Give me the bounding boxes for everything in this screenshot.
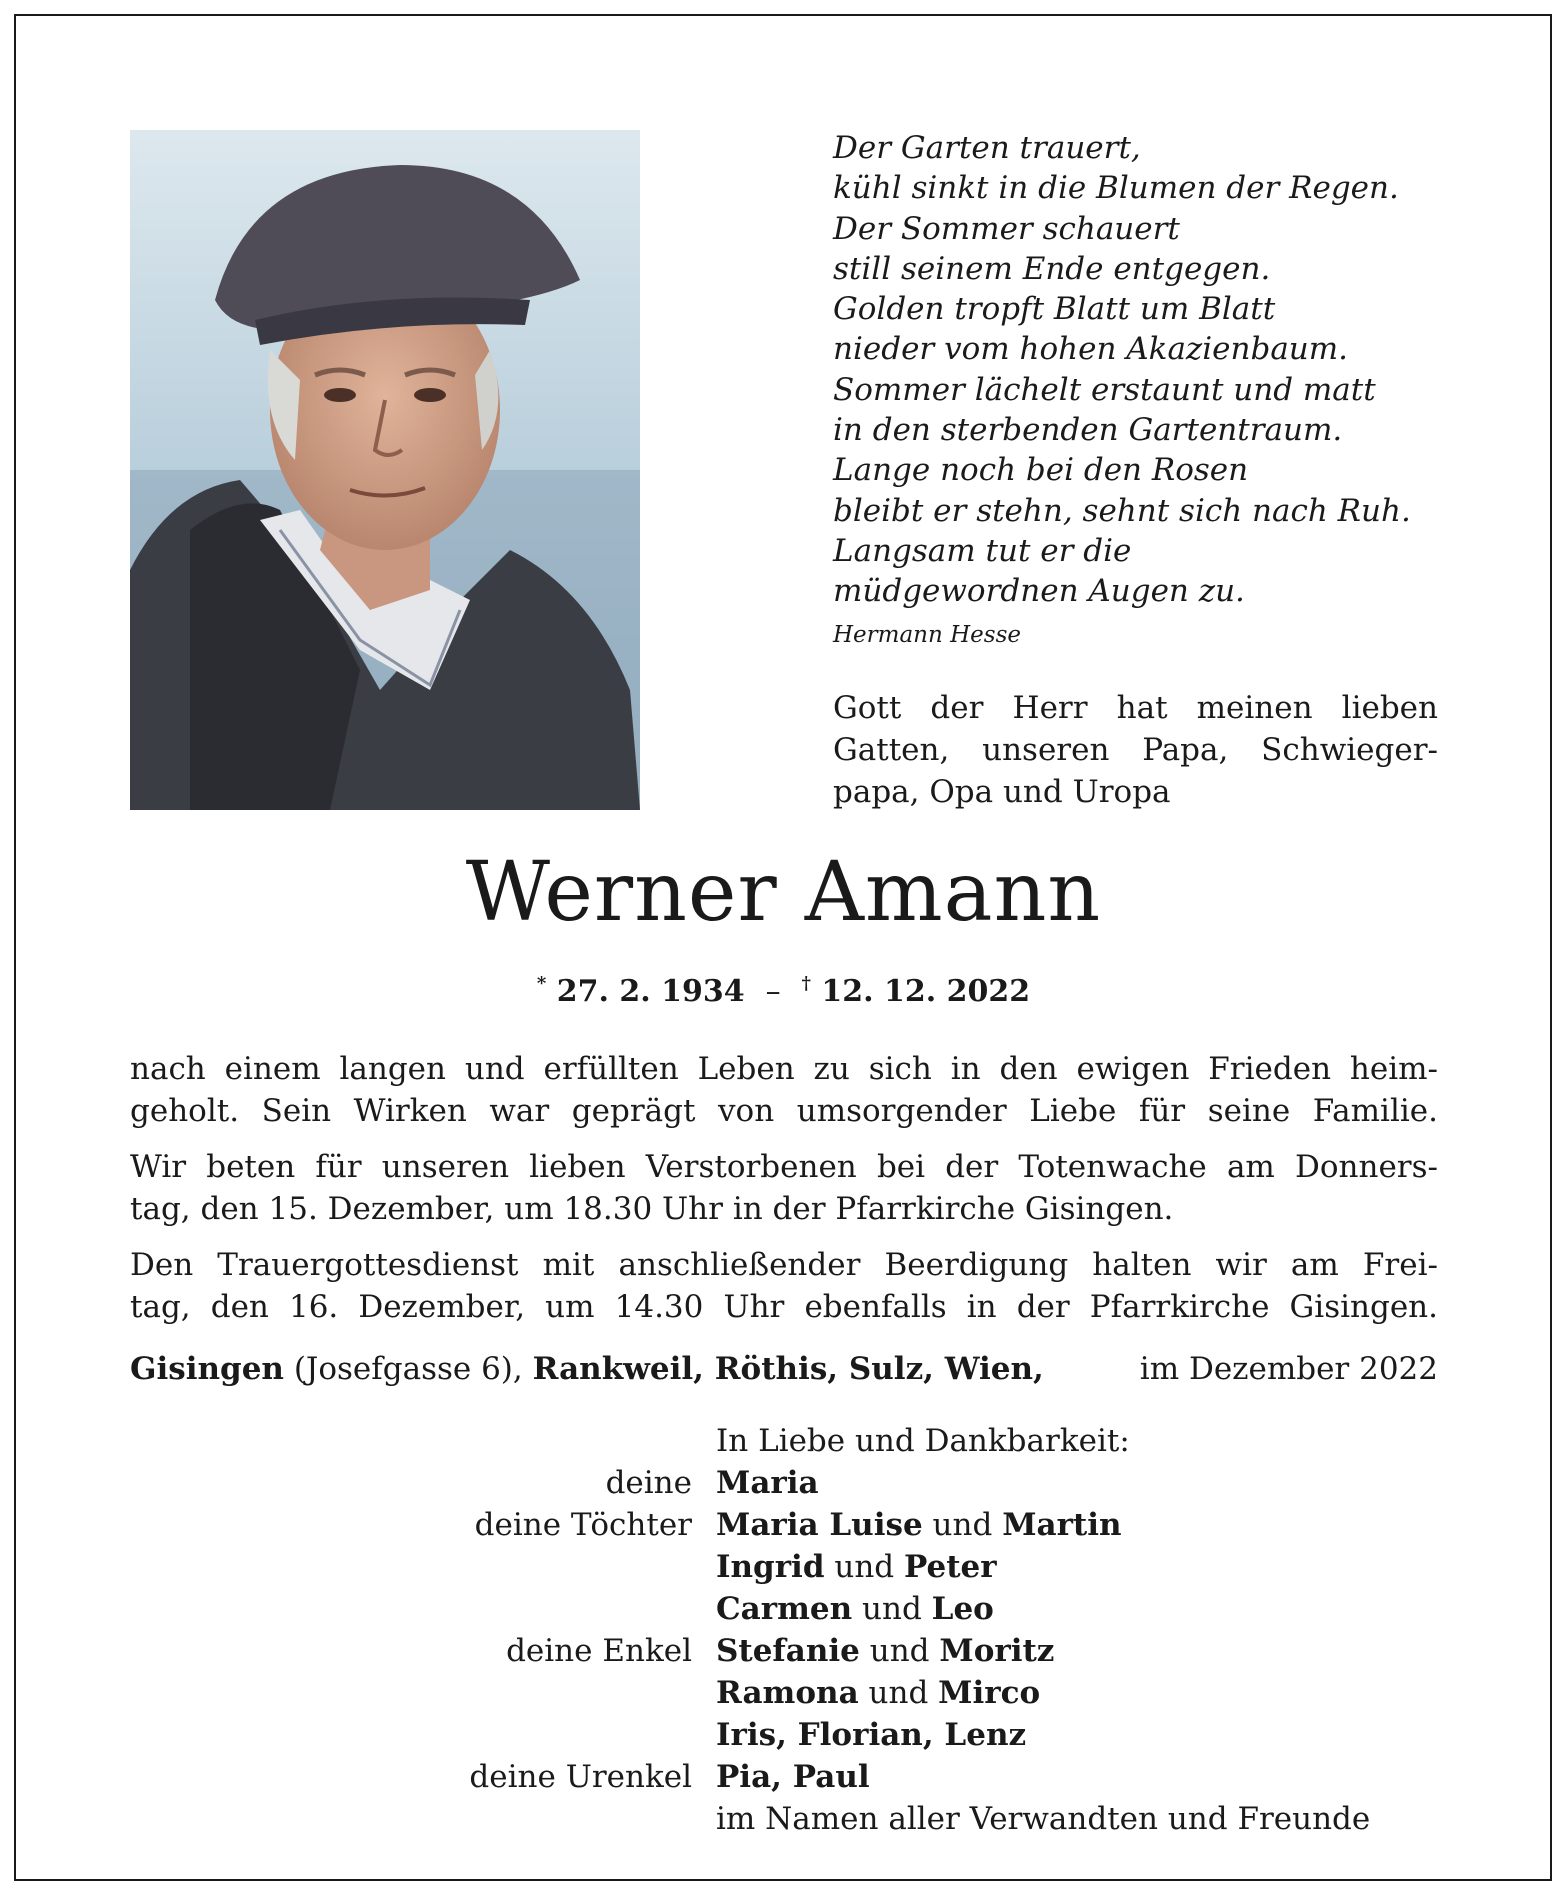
family-row [130,1546,1438,1588]
place-town: Gisingen [130,1351,284,1387]
poem-line: Sommer lächelt erstaunt und matt [833,371,1376,408]
family-rows [130,1462,1438,1798]
family-name: Carmen [716,1591,853,1627]
poem-line: nieder vom hohen Akazienbaum. [833,331,1349,368]
family-row [130,1588,1438,1630]
family-names [716,1462,819,1504]
poem-line: in den sterbenden Gartentraum. [833,412,1343,449]
life-dates [0,973,1567,1009]
poem-line: kühl sinkt in die Blumen der Regen. [833,170,1399,207]
family-name: Moritz [939,1633,1055,1669]
family-row [130,1462,1438,1504]
family-name: Mirco [938,1675,1041,1711]
portrait-illustration [130,130,640,810]
body-line: tag, den 16. Dezember, um 14.30 Uhr ebenfalls in der Pfarrkirche Gisingen. [130,1289,1438,1325]
birth-mark: * [536,973,547,994]
intro-line: papa, Opa und Uropa [833,774,1171,810]
paragraph-passing [130,1048,1438,1132]
family-row [130,1504,1438,1546]
family-names [716,1714,1026,1756]
family-connector: und [869,1633,930,1669]
family-names [716,1630,1054,1672]
family-name: Stefanie [716,1633,860,1669]
body-line: nach einem langen und erfüllten Leben zu sich in den ewigen Frieden heim- [130,1051,1438,1087]
family-role: deine Urenkel [469,1759,692,1795]
family-signature [130,1420,1438,1840]
family-name: Maria [716,1465,819,1501]
body-line: Den Trauergottesdienst mit anschließender Beerdigung halten wir am Frei- [130,1247,1438,1283]
poem-line: still seinem Ende entgegen. [833,250,1271,287]
family-row [130,1714,1438,1756]
intro-line: Gott der Herr hat meinen lieben [833,690,1438,726]
family-role: deine [605,1465,692,1501]
place-date: im Dezember 2022 [1139,1351,1438,1387]
family-names [716,1546,997,1588]
family-names [716,1588,994,1630]
place-address: (Josefgasse 6), [293,1351,523,1387]
intro-text [833,687,1438,813]
poem [833,128,1473,612]
family-connector: und [862,1591,922,1627]
deceased-name: Werner Amann [465,845,1102,940]
poem-line: müdgewordnen Augen zu. [833,573,1245,610]
family-connector: und [932,1507,993,1543]
family-role [130,1672,692,1714]
death-mark: † [801,973,811,994]
family-name: Ingrid [716,1549,825,1585]
poem-line: Der Sommer schauert [833,210,1180,247]
family-name: Martin [1002,1507,1122,1543]
body-line: geholt. Sein Wirken war geprägt von umsorgender Liebe für seine Familie. [130,1093,1438,1129]
poem-author: Hermann Hesse [833,622,1022,648]
intro-line: Gatten, unseren Papa, Schwieger- [833,732,1438,768]
family-role: deine Enkel [506,1633,692,1669]
body-line: tag, den 15. Dezember, um 18.30 Uhr in der Pfarrkirche Gisingen. [130,1191,1174,1227]
poem-line: Langsam tut er die [833,532,1132,569]
place-towns: Rankweil, Röthis, Sulz, Wien, [532,1351,1044,1387]
family-name: Maria Luise [716,1507,923,1543]
portrait-photo [130,130,640,810]
family-name: Peter [904,1549,997,1585]
body-text [130,1048,1438,1342]
place-line [130,1348,1438,1390]
family-footer: im Namen aller Verwandten und Freunde [716,1801,1371,1837]
poem-line: Lange noch bei den Rosen [833,452,1249,489]
family-name: Pia, Paul [716,1759,870,1795]
family-connector: und [834,1549,895,1585]
family-role [130,1714,692,1756]
poem-line: Der Garten trauert, [833,130,1141,166]
family-role [130,1546,692,1588]
family-row [130,1672,1438,1714]
poem-line: Golden tropft Blatt um Blatt [833,291,1276,328]
family-row [130,1630,1438,1672]
family-role: deine Töchter [474,1507,692,1543]
poem-line: bleibt er stehn, sehnt sich nach Ruh. [833,492,1411,529]
family-heading: In Liebe und Dankbarkeit: [716,1423,1130,1459]
body-line: Wir beten für unseren lieben Verstorbenen bei der Totenwache am Donners- [130,1149,1438,1185]
family-names [716,1672,1040,1714]
date-separator: – [765,974,781,1009]
family-name: Leo [931,1591,994,1627]
paragraph-wake [130,1146,1438,1230]
birth-date: 27. 2. 1934 [556,974,745,1009]
family-name: Iris, Florian, Lenz [716,1717,1027,1753]
family-names [716,1756,870,1798]
death-date: 12. 12. 2022 [821,974,1031,1009]
place-left [130,1348,1044,1390]
family-connector: und [868,1675,929,1711]
family-name: Ramona [716,1675,859,1711]
family-role [130,1588,692,1630]
family-names [716,1504,1122,1546]
family-row [130,1756,1438,1798]
paragraph-funeral [130,1244,1438,1328]
